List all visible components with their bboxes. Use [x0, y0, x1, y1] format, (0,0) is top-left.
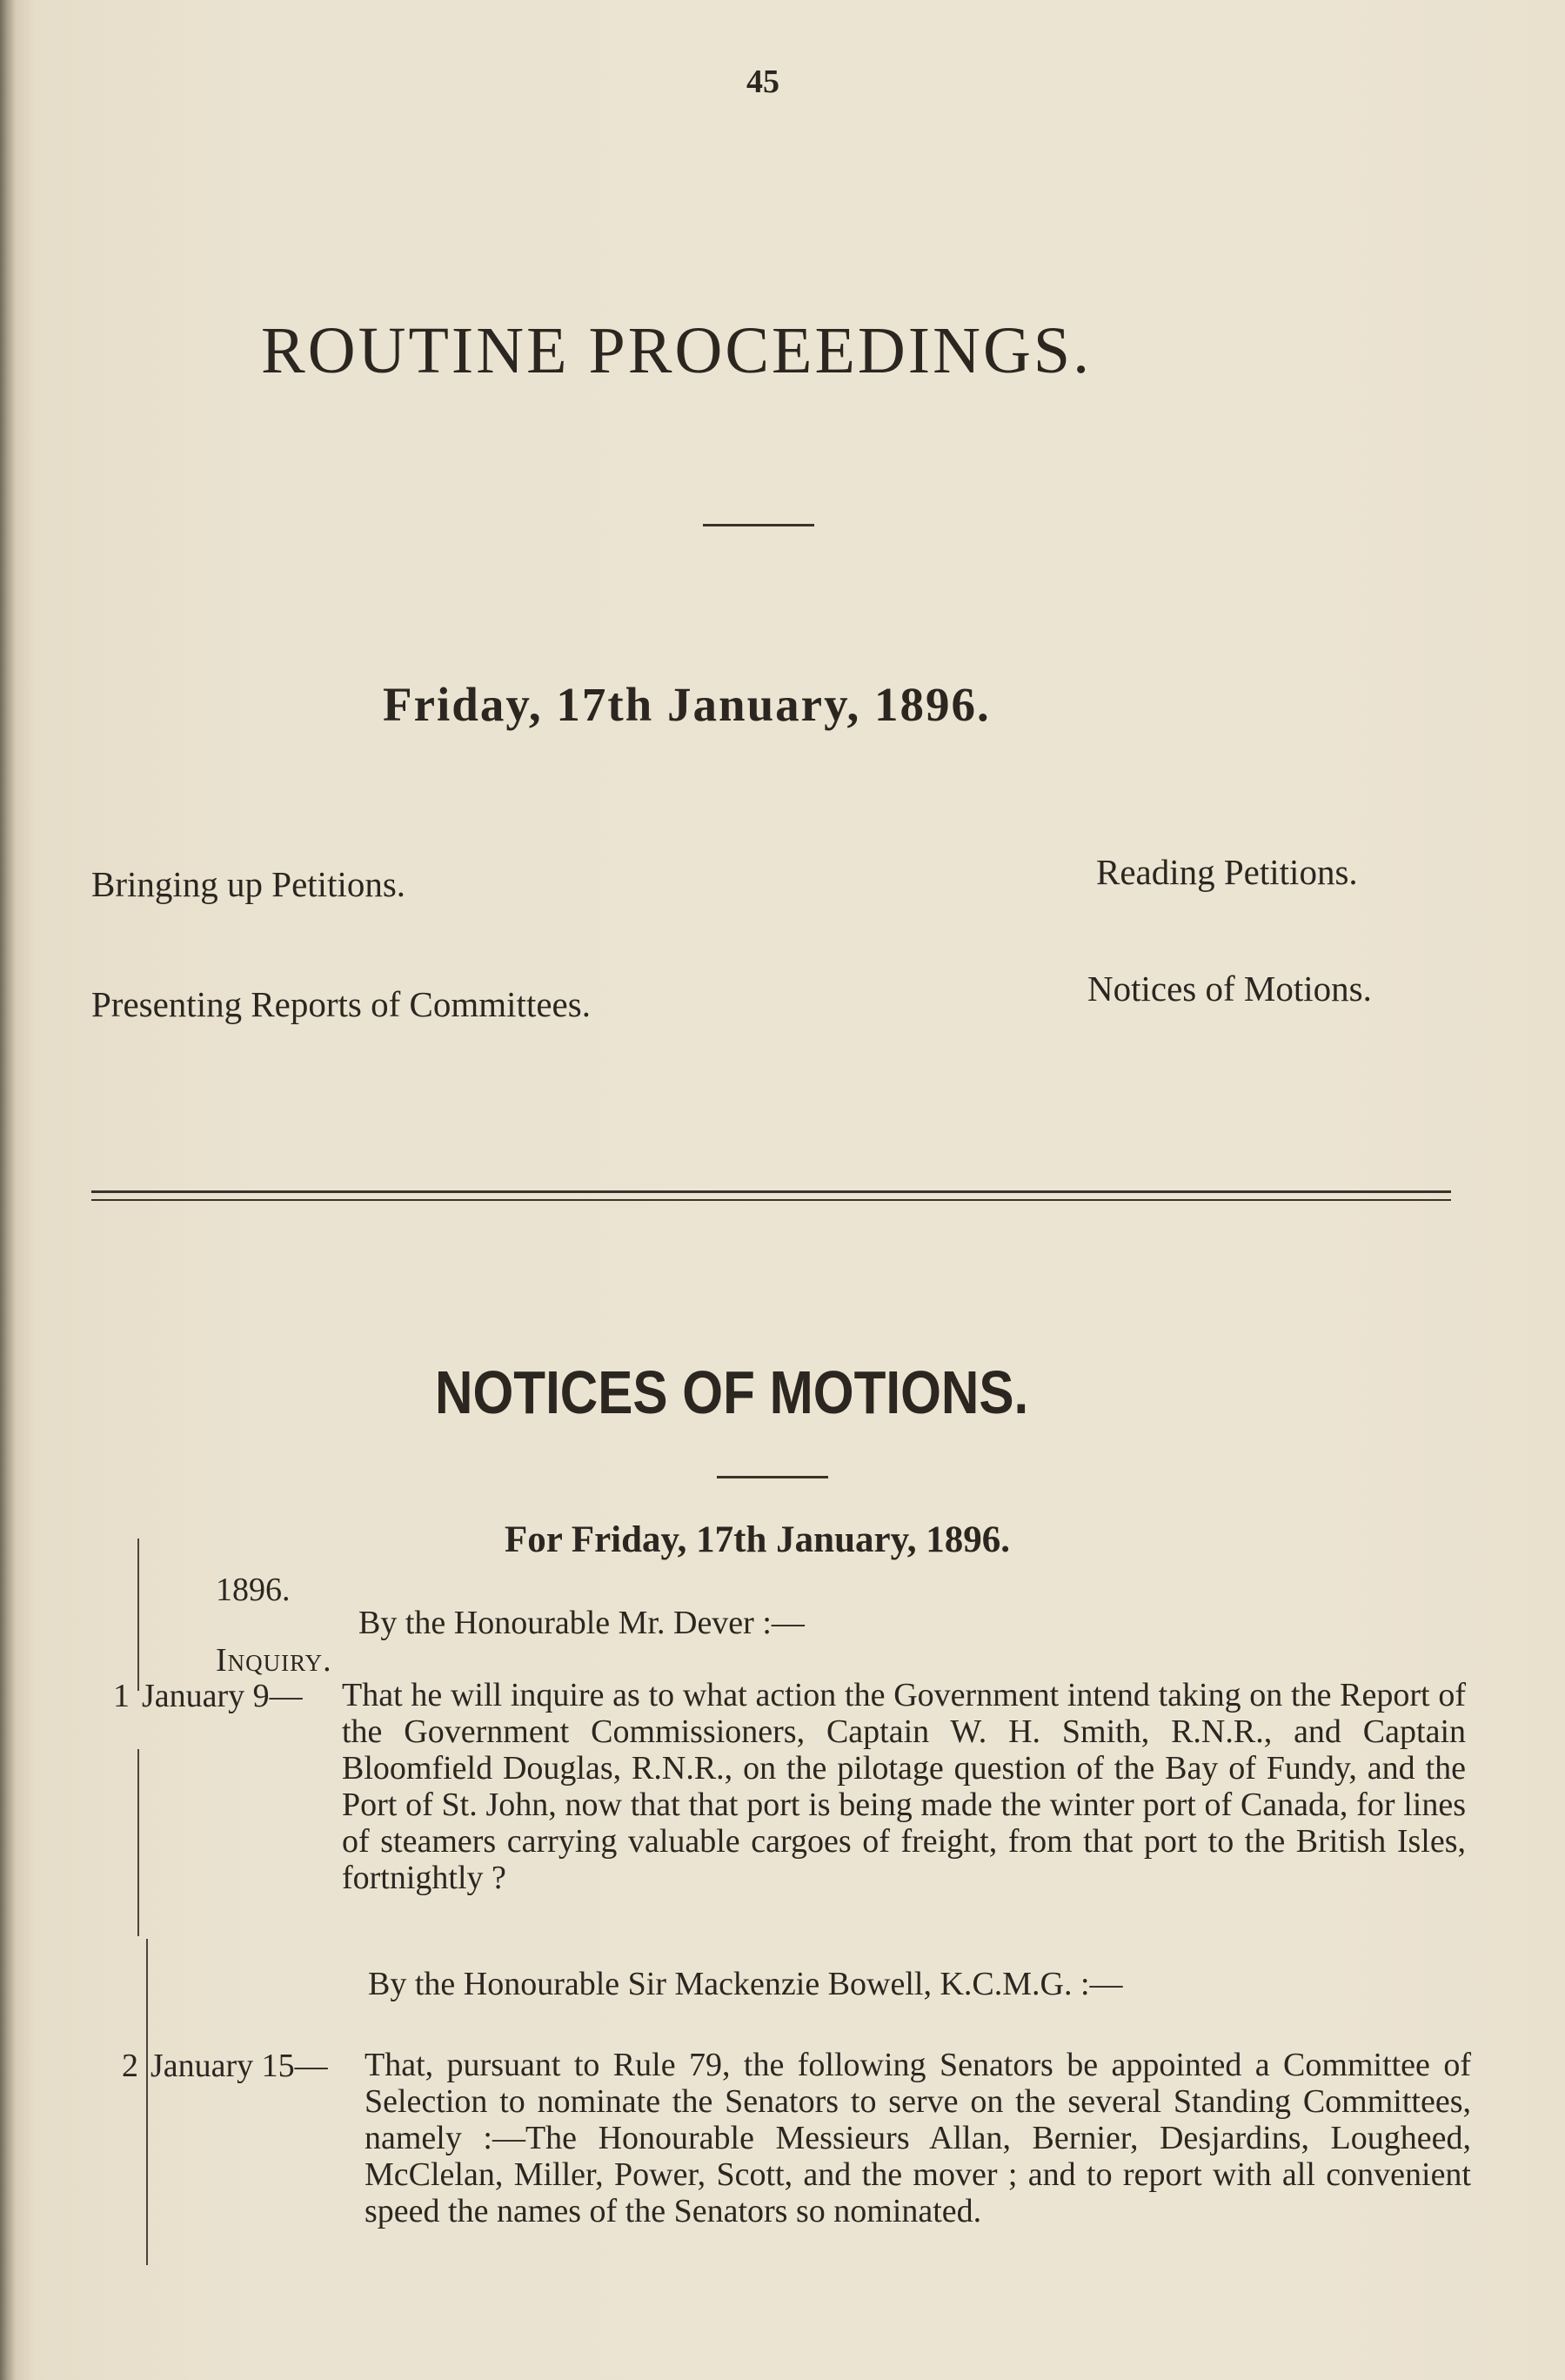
motion-2-date: January 15—	[150, 2048, 328, 2084]
margin-line	[146, 1939, 148, 2265]
motion-2-text-content: That, pursuant to Rule 79, the following Senators be appointed a Committee of Selection to nominate the Senators to serve on the several Standing Committees, namely :—The Honourable Messieurs Allan, Bernier, Desjardins, Lougheed, McClelan, Miller, Power, Scott, and the mover ; and to report with all convenient speed the names of the Senators so nominated.	[364, 2047, 1471, 2229]
routine-proceedings-heading: ROUTINE PROCEEDINGS.	[261, 314, 1093, 387]
session-year: 1896.	[216, 1572, 291, 1608]
motion-1-number: 1	[113, 1678, 130, 1714]
order-presenting-reports: Presenting Reports of Committees.	[91, 984, 591, 1024]
motion-1-text	[342, 1677, 1466, 1896]
order-bringing-up-petitions: Bringing up Petitions.	[91, 864, 406, 904]
motion-1-mover: By the Honourable Mr. Dever :—	[358, 1605, 805, 1641]
motion-1-category: Inquiry.	[216, 1642, 332, 1679]
order-notices-of-motions: Notices of Motions.	[1087, 969, 1372, 1009]
double-rule-top	[91, 1190, 1451, 1193]
page-number: 45	[746, 64, 779, 100]
motion-1-date: January 9—	[142, 1678, 303, 1714]
notices-date: For Friday, 17th January, 1896.	[505, 1519, 1010, 1560]
motion-2-mover: By the Honourable Sir Mackenzie Bowell, K.C.M.G. :—	[368, 1966, 1123, 2002]
motion-2-number: 2	[122, 2048, 138, 2084]
motion-1-text-content: That he will inquire as to what action the Government intend taking on the Report of the Government Commissioners, Captain W. H. Smith, R.N.R., and Captain Bloomfield Douglas, R.N.R., on the pilotage question of the Bay of Fundy, and the Port of St. John, now that that port is being made the winter port of Canada, for lines of steamers carrying valuable cargoes of freight, from that port to the British Isles, fortnightly ?	[342, 1677, 1466, 1896]
short-rule-divider-2	[717, 1476, 828, 1478]
short-rule-divider	[703, 524, 814, 526]
order-reading-petitions: Reading Petitions.	[1096, 852, 1358, 892]
notices-of-motions-heading: NOTICES OF MOTIONS.	[435, 1358, 1029, 1426]
double-rule-bottom	[91, 1199, 1451, 1201]
margin-line	[137, 1539, 139, 1691]
margin-line	[137, 1749, 139, 1936]
proceedings-date: Friday, 17th January, 1896.	[383, 678, 991, 731]
motion-2-text	[364, 2047, 1471, 2229]
